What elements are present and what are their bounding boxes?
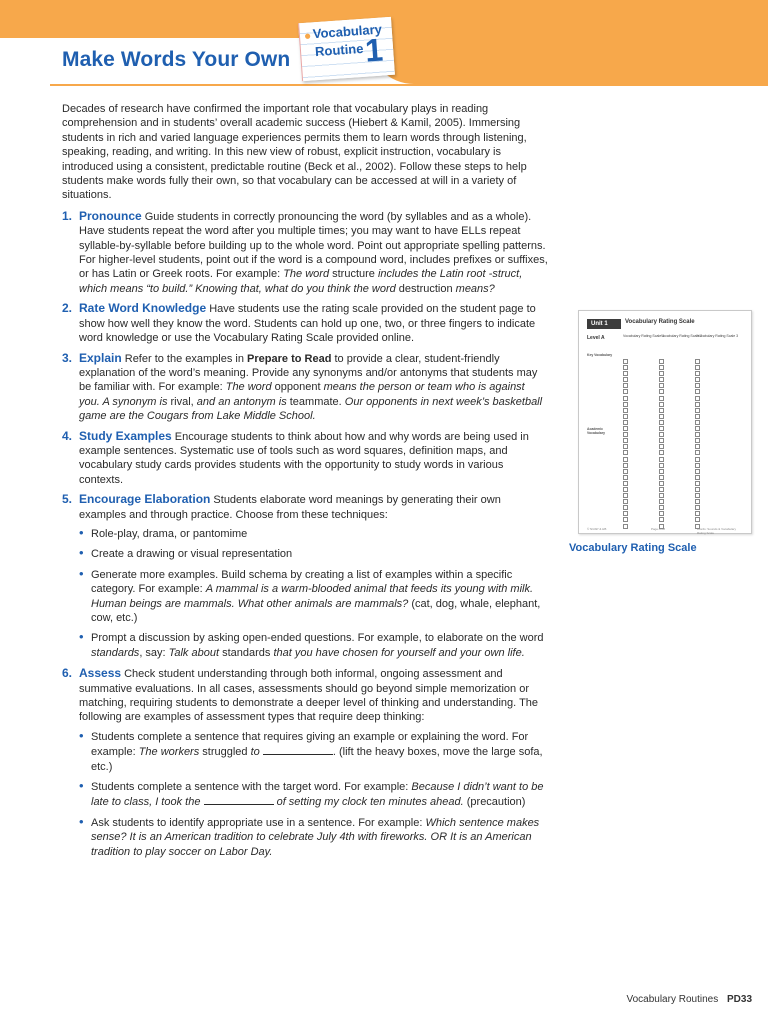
rating-checkbox bbox=[695, 438, 700, 443]
assessment-types-list bbox=[62, 727, 548, 859]
list-item-text: Students complete a sentence that requires giving an example or explaining the word. For example: bbox=[91, 730, 529, 759]
rating-checkbox bbox=[623, 469, 628, 474]
thumbnail-foot-left: © NGSP & HB bbox=[587, 527, 607, 531]
list-item-text: . (lift the heavy boxes, move the large sofa, etc.) bbox=[91, 746, 543, 773]
rating-checkbox bbox=[623, 511, 628, 516]
example-text: to bbox=[250, 746, 260, 759]
rating-checkbox bbox=[659, 517, 664, 522]
rating-checkbox bbox=[659, 420, 664, 425]
example-text: A mammal is a warm-blooded animal that feeds its young with milk. Human beings are mammals. What other animals are mammals? bbox=[91, 583, 534, 610]
example-text: Which sentence makes sense? It is an American tradition to celebrate July 4th with fireworks. OR It is an American tradition to play soccer on Labor Day. bbox=[91, 816, 540, 858]
step-rate-word-knowledge bbox=[62, 301, 548, 345]
rating-checkbox bbox=[659, 450, 664, 455]
rating-checkbox bbox=[695, 432, 700, 437]
rating-checkbox bbox=[659, 438, 664, 443]
thumbnail-caption: Vocabulary Rating Scale bbox=[569, 542, 697, 554]
rating-checkbox bbox=[623, 365, 628, 370]
list-item bbox=[62, 780, 548, 810]
rating-checkbox bbox=[659, 457, 664, 462]
step-text: Encourage students to think about how and why words are being used in example sentences. Systematic use of tools such as word squares, definition maps, and vocabulary study cards provides students with the opportunity to study words in various contexts. bbox=[79, 430, 529, 486]
thumbnail-foot-mid: Page A-88 bbox=[651, 527, 666, 531]
rating-checkbox bbox=[623, 371, 628, 376]
example-word: teammate. bbox=[286, 395, 345, 408]
rating-checkbox bbox=[659, 475, 664, 480]
rating-checkbox bbox=[659, 493, 664, 498]
example-text: Talk about bbox=[168, 646, 220, 659]
rating-checkbox bbox=[659, 432, 664, 437]
thumbnail-header bbox=[587, 317, 743, 329]
rating-checkbox bbox=[695, 493, 700, 498]
rating-checkbox bbox=[695, 371, 700, 376]
step-heading: Explain bbox=[79, 350, 122, 365]
title-rule bbox=[50, 84, 768, 86]
example-text: Because I didn’t want to be late to class, I took the bbox=[91, 781, 544, 809]
example-word: structure bbox=[329, 268, 378, 281]
unit-tab bbox=[587, 319, 621, 329]
card-line-routine: Routine bbox=[314, 40, 364, 60]
list-item-text: , say: bbox=[139, 646, 169, 659]
example-text: means the person or team who is against you. A synonym is bbox=[79, 381, 525, 408]
rating-checkbox bbox=[659, 389, 664, 394]
list-item-text: Prompt a discussion by asking open-ended questions. For example, to elaborate on the word bbox=[91, 632, 544, 645]
rating-checkbox bbox=[659, 481, 664, 486]
step-assess bbox=[62, 666, 548, 725]
thumbnail-word-list bbox=[587, 353, 621, 435]
list-item-text: Students complete a sentence with the target word. For example: bbox=[91, 781, 412, 794]
rating-scale-thumbnail bbox=[578, 310, 752, 534]
routine-card bbox=[298, 17, 395, 81]
rating-checkbox bbox=[623, 377, 628, 382]
step-heading: Rate Word Knowledge bbox=[79, 301, 207, 316]
rating-checkbox bbox=[623, 432, 628, 437]
elaboration-techniques-list bbox=[62, 524, 548, 660]
rating-checkbox bbox=[659, 505, 664, 510]
bullet-icon: • bbox=[79, 565, 84, 581]
step-number: 2. bbox=[62, 301, 73, 316]
step-number: 6. bbox=[62, 666, 73, 681]
list-item-text: Ask students to identify appropriate use in a sentence. For example: bbox=[91, 816, 426, 829]
example-word: rival, bbox=[167, 395, 197, 408]
answer-blank bbox=[204, 794, 274, 805]
example-word: standards bbox=[219, 646, 274, 659]
rating-checkbox bbox=[695, 408, 700, 413]
thumbnail-title: Vocabulary Rating Scale bbox=[625, 319, 695, 325]
rating-boxes-1 bbox=[623, 359, 627, 530]
page-footer bbox=[626, 994, 752, 1005]
answer-blank bbox=[263, 744, 333, 755]
bullet-icon: • bbox=[79, 727, 84, 743]
example-text: Our opponents in next week’s basketball game are the Cougars from Lake Middle School. bbox=[79, 395, 543, 423]
rating-checkbox bbox=[623, 396, 628, 401]
main-text bbox=[62, 102, 548, 865]
list-item bbox=[62, 547, 548, 561]
example-word: struggled bbox=[199, 746, 251, 759]
step-text: Guide students in correctly pronouncing the word (by syllables and as a whole). Have students repeat the word after you multiple times; you may want to have ELLs repeat syllable-by-syllable before building up to the whole word. Point out appropriate spelling patterns. For higher-level students, point out if the word is a compound word, includes prefixes or suffixes, or has Latin or Greek roots. For example: bbox=[79, 210, 548, 281]
rating-checkbox bbox=[659, 499, 664, 504]
rating-checkbox bbox=[659, 469, 664, 474]
step-heading: Pronounce bbox=[79, 208, 142, 223]
rating-checkbox bbox=[623, 389, 628, 394]
footer-section: Vocabulary Routines bbox=[626, 994, 719, 1005]
rating-checkbox bbox=[623, 524, 628, 529]
unit-label: Unit bbox=[591, 321, 603, 327]
rating-checkbox bbox=[695, 414, 700, 419]
rating-checkbox bbox=[623, 481, 628, 486]
rating-checkbox bbox=[623, 505, 628, 510]
rating-checkbox bbox=[659, 408, 664, 413]
step-encourage-elaboration bbox=[62, 492, 548, 522]
list-item bbox=[62, 813, 548, 859]
rating-checkbox bbox=[659, 365, 664, 370]
rating-checkbox bbox=[623, 408, 628, 413]
rating-checkbox bbox=[695, 359, 700, 364]
intro-paragraph: Decades of research have confirmed the important role that vocabulary plays in reading comprehension and in students’ overall academic success (Hiebert & Kamil, 2005). Immersing students in rich and varied language experiences permits them to learn words through listening, speaking, reading, and writing. In this new view of robust, explicit instruction, vocabulary is introduced using a consistent, predictable routine (Beck et al., 2002). Follow these steps to help students make words fully their own, so that vocabulary can be accessed at will in a variety of situations. bbox=[62, 103, 527, 202]
thumbnail-foot-right: Words: Sounds & Vocabulary Rating Scale bbox=[697, 527, 736, 535]
example-word: destruction bbox=[395, 282, 456, 295]
step-number: 3. bbox=[62, 350, 73, 365]
rating-checkbox bbox=[695, 426, 700, 431]
list-item-text: (cat, dog, whale, elephant, cow, etc.) bbox=[91, 597, 541, 624]
list-item-text: (precaution) bbox=[463, 796, 526, 809]
rating-checkbox bbox=[659, 426, 664, 431]
rating-checkbox bbox=[695, 377, 700, 382]
rating-checkbox bbox=[695, 505, 700, 510]
rating-checkbox bbox=[623, 517, 628, 522]
rating-checkbox bbox=[623, 450, 628, 455]
bullet-icon: ● bbox=[303, 28, 312, 43]
rating-checkbox bbox=[695, 420, 700, 425]
rating-checkbox bbox=[695, 396, 700, 401]
rating-checkbox bbox=[623, 444, 628, 449]
rating-checkbox bbox=[695, 389, 700, 394]
example-text: and an antonym is bbox=[196, 395, 287, 408]
step-text: Have students use the rating scale provided on the student page to show how well they know the word. Students can hold up one, two, or three fingers to indicate word knowledge or use the Vocabulary Rating Scale provided online. bbox=[79, 303, 536, 345]
rating-checkbox bbox=[623, 383, 628, 388]
rating-checkbox bbox=[623, 463, 628, 468]
rating-checkbox bbox=[623, 493, 628, 498]
card-line-vocabulary: Vocabulary bbox=[312, 21, 383, 42]
rating-checkbox bbox=[695, 511, 700, 516]
step-heading: Encourage Elaboration bbox=[79, 492, 211, 507]
step-heading: Assess bbox=[79, 666, 122, 681]
rating-checkbox bbox=[695, 450, 700, 455]
step-study-examples bbox=[62, 429, 548, 488]
rating-checkbox bbox=[695, 487, 700, 492]
rating-checkbox bbox=[623, 414, 628, 419]
rating-checkbox bbox=[623, 438, 628, 443]
rating-checkbox bbox=[623, 475, 628, 480]
list-item bbox=[62, 727, 548, 774]
example-text: The word bbox=[283, 268, 330, 281]
step-number: 1. bbox=[62, 208, 73, 223]
rating-checkbox bbox=[659, 402, 664, 407]
list-item-text: Generate more examples. Build schema by creating a list of examples within a specific category. For example: bbox=[91, 568, 513, 596]
example-text: includes the Latin root -struct, which means “to build.” Knowing that, what do you think the word bbox=[79, 268, 523, 295]
rating-checkbox bbox=[695, 402, 700, 407]
rating-checkbox bbox=[659, 359, 664, 364]
rating-column-1: Vocabulary Rating Scale 1 bbox=[623, 334, 665, 338]
rating-checkbox bbox=[695, 383, 700, 388]
rating-checkbox bbox=[659, 383, 664, 388]
thumbnail-section-key: Key Vocabulary bbox=[587, 353, 613, 357]
rating-checkbox bbox=[659, 414, 664, 419]
example-text: that you have chosen for yourself and your own life. bbox=[273, 646, 525, 659]
rating-column-2: Vocabulary Rating Scale 2 bbox=[661, 334, 703, 338]
rating-checkbox bbox=[695, 499, 700, 504]
bullet-icon: • bbox=[79, 545, 84, 561]
rating-checkbox bbox=[695, 463, 700, 468]
thumbnail-level: Level A bbox=[587, 335, 605, 341]
rating-checkbox bbox=[695, 457, 700, 462]
example-text: of setting my clock ten minutes ahead. bbox=[276, 796, 464, 809]
unit-number: 1 bbox=[604, 321, 608, 327]
step-heading: Study Examples bbox=[79, 428, 172, 443]
example-text: The word bbox=[225, 381, 272, 394]
rating-checkbox bbox=[659, 396, 664, 401]
rating-boxes-2 bbox=[659, 359, 663, 530]
step-text: Students elaborate word meanings by generating their own examples and through practice. Choose from these techniques: bbox=[79, 494, 501, 521]
rating-checkbox bbox=[695, 475, 700, 480]
page-number: PD33 bbox=[726, 994, 752, 1005]
rating-boxes-3 bbox=[695, 359, 699, 530]
step-number: 4. bbox=[62, 428, 73, 443]
rating-checkbox bbox=[623, 359, 628, 364]
bullet-icon: • bbox=[79, 629, 84, 645]
bullet-icon: • bbox=[79, 813, 84, 829]
bullet-icon: • bbox=[79, 778, 84, 794]
rating-column-3: Vocabulary Rating Scale 3 bbox=[697, 334, 739, 338]
list-item-text: Create a drawing or visual representation bbox=[91, 548, 293, 561]
step-number: 5. bbox=[62, 492, 73, 507]
rating-checkbox bbox=[659, 463, 664, 468]
rating-checkbox bbox=[623, 402, 628, 407]
rating-checkbox bbox=[659, 371, 664, 376]
rating-checkbox bbox=[623, 457, 628, 462]
thumbnail-key-words bbox=[587, 357, 621, 427]
rating-checkbox bbox=[695, 365, 700, 370]
rating-checkbox bbox=[695, 481, 700, 486]
rating-checkbox bbox=[659, 377, 664, 382]
list-item bbox=[62, 631, 548, 660]
step-text-bold: Prepare to Read bbox=[247, 352, 332, 365]
title-bar-accent bbox=[368, 38, 768, 84]
step-text: Refer to the examples in bbox=[124, 352, 248, 365]
thumbnail-section-academic: Academic Vocabulary bbox=[587, 427, 606, 436]
step-text: Check student understanding through both informal, ongoing assessment and summative evaluations. In all cases, assessments should go beyond simple memorization or matching, requiring students to demonstrate a deeper level of thinking and understanding. The following are examples of assessment types that require deep thinking: bbox=[79, 668, 539, 724]
rating-checkbox bbox=[623, 420, 628, 425]
bullet-icon: • bbox=[79, 524, 84, 540]
step-pronounce bbox=[62, 209, 548, 296]
rating-checkbox bbox=[623, 499, 628, 504]
rating-checkbox bbox=[695, 469, 700, 474]
rating-checkbox bbox=[659, 444, 664, 449]
page-title: Make Words Your Own bbox=[62, 48, 291, 71]
rating-checkbox bbox=[659, 487, 664, 492]
rating-checkbox bbox=[695, 517, 700, 522]
example-text: standards bbox=[91, 646, 140, 659]
example-text: The workers bbox=[138, 746, 200, 759]
rating-checkbox bbox=[659, 511, 664, 516]
rating-checkbox bbox=[695, 444, 700, 449]
rating-checkbox bbox=[623, 426, 628, 431]
list-item bbox=[62, 565, 548, 626]
example-word: opponent bbox=[271, 381, 324, 394]
rating-checkbox bbox=[623, 487, 628, 492]
list-item-text: Role-play, drama, or pantomime bbox=[91, 527, 248, 540]
step-text: to provide a clear, student-friendly explanation of the word’s meaning. Provide any synonyms and/or antonyms that students may be familiar with. For example: bbox=[79, 352, 538, 394]
list-item bbox=[62, 524, 548, 541]
step-explain bbox=[62, 351, 548, 424]
card-number: 1 bbox=[363, 31, 385, 69]
example-text: means? bbox=[455, 282, 495, 295]
